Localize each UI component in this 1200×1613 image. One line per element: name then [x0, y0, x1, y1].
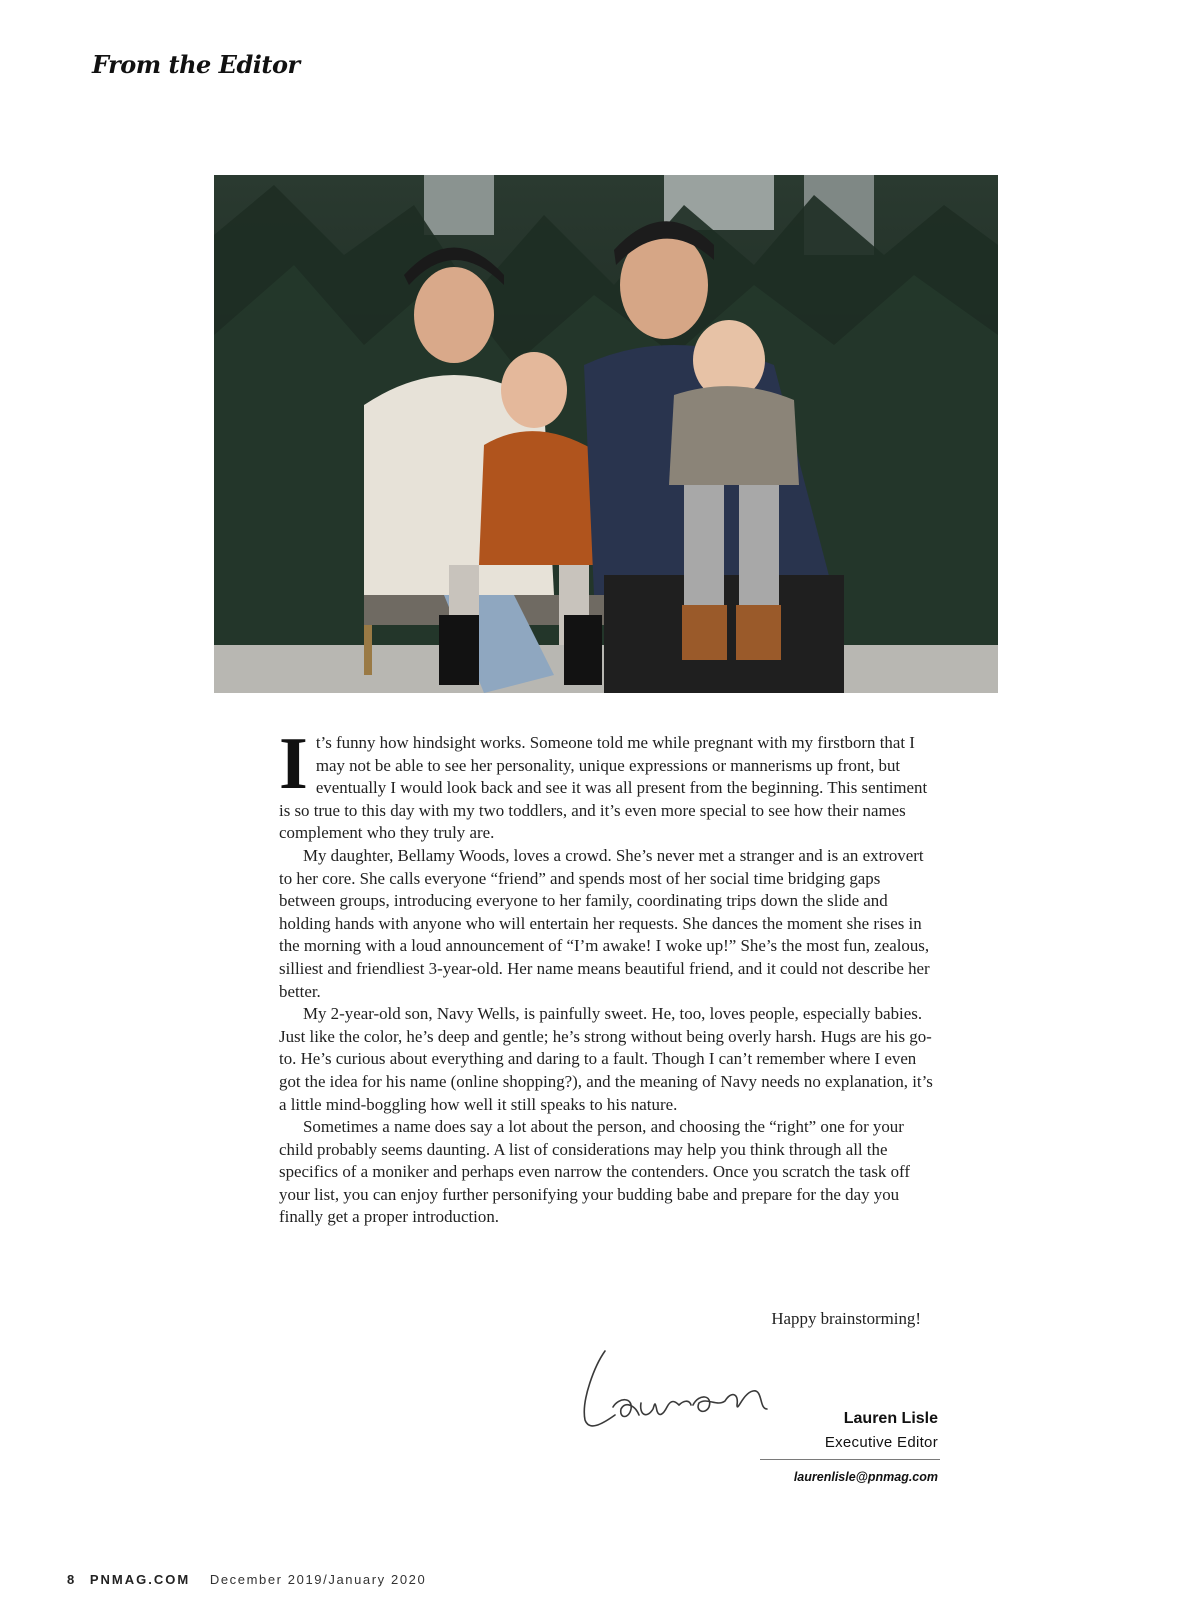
sign-off: Happy brainstorming! [771, 1309, 921, 1328]
editor-name: Lauren Lisle [843, 1410, 938, 1427]
signature-divider [760, 1459, 940, 1460]
article-paragraph: My daughter, Bellamy Woods, loves a crowd. She’s never met a stranger and is an extrovert to her core. She calls everyone “friend” and spends most of her social time bridging gaps between groups, introducing everyone to her family, coordinating trips down the slide and holding hands with anyone who will entertain her requests. She dances the moment she rises in the morning with a loud announcement of “I’m awake! I woke up!” She’s the most fun, zealous, silliest and friendliest 3-year-old. Her name means beautiful friend, and it could not describe her better. [279, 845, 930, 1001]
editor-title: Executive Editor [824, 1434, 938, 1451]
site-name: PNMAG.COM [89, 1572, 191, 1587]
issue-date: December 2019/January 2020 [209, 1572, 427, 1587]
article-body [279, 723, 935, 1229]
page-footer [67, 1572, 426, 1587]
editor-email-link[interactable]: laurenlisle@pnmag.com [793, 1470, 938, 1484]
article-paragraph: My 2-year-old son, Navy Wells, is painfully sweet. He, too, loves people, especially babies. Just like the color, he’s deep and gentle; he’s strong without being overly harsh. Hugs are his go-to. He’s curious about everything and daring to a fault. Though I can’t remember where I even got the idea for his name (online shopping?), and the meaning of Navy needs no explanation, it’s a little mind-boggling how well it still speaks to his nature. [279, 1004, 933, 1114]
section-title: From the Editor [92, 50, 300, 79]
drop-cap: I [279, 723, 308, 805]
article-paragraph: Sometimes a name does say a lot about the person, and choosing the “right” one for your child probably seems daunting. A list of considerations may help you think through all the specifics of a moniker and perhaps even narrow the contenders. Once you scratch the task off your list, you can enjoy further personifying your budding babe and prepare for the day you finally get a proper introduction. [279, 1117, 910, 1227]
page-number: 8 [67, 1572, 77, 1587]
handwritten-signature [575, 1345, 825, 1435]
family-photo [214, 175, 998, 693]
article-paragraph: It’s funny how hindsight works. Someone told me while pregnant with my firstborn that I may not be able to see her personality, unique expressions or mannerisms up front, but eventually I would look back and see it was all present from the beginning. This sentiment is so true to this day with my two toddlers, and it’s even more special to see how their names complement who they truly are. [279, 723, 928, 843]
